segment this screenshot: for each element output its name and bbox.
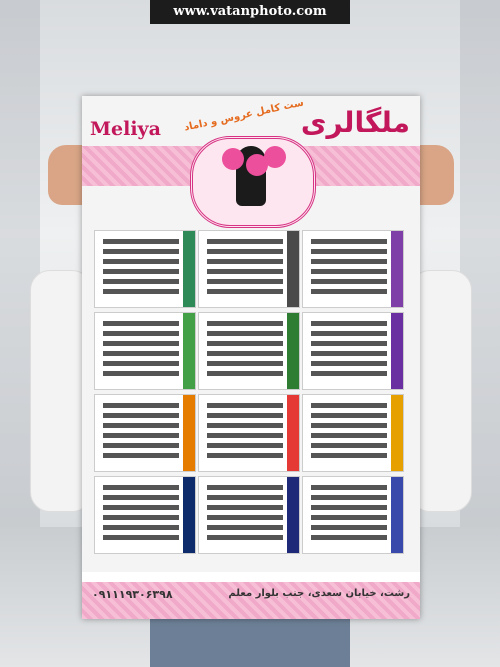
- week-row: [103, 249, 179, 254]
- week-row: [103, 453, 179, 458]
- week-row: [311, 505, 387, 510]
- week-row: [311, 433, 387, 438]
- month-label-strip: [287, 395, 299, 471]
- calendar-month: [302, 230, 404, 308]
- calendar-grid: [90, 230, 412, 560]
- month-label-strip: [391, 477, 403, 553]
- week-row: [207, 485, 283, 490]
- calendar-month: [94, 230, 196, 308]
- week-row: [207, 341, 283, 346]
- calendar-month: [198, 230, 300, 308]
- week-row: [103, 443, 179, 448]
- week-row: [207, 505, 283, 510]
- week-row: [207, 269, 283, 274]
- month-label-strip: [287, 231, 299, 307]
- week-row: [103, 423, 179, 428]
- week-row: [311, 525, 387, 530]
- week-row: [207, 423, 283, 428]
- week-row: [311, 279, 387, 284]
- week-row: [311, 453, 387, 458]
- week-row: [207, 433, 283, 438]
- calendar-month: [302, 312, 404, 390]
- week-row: [311, 259, 387, 264]
- week-row: [311, 515, 387, 520]
- week-row: [103, 269, 179, 274]
- month-label-strip: [183, 395, 195, 471]
- week-row: [311, 423, 387, 428]
- poster: [82, 96, 420, 619]
- week-row: [207, 321, 283, 326]
- week-row: [207, 403, 283, 408]
- footer-divider: [82, 572, 420, 582]
- week-row: [311, 351, 387, 356]
- calendar-month: [198, 312, 300, 390]
- footer-band: [82, 572, 420, 619]
- calendar-month: [198, 394, 300, 472]
- week-row: [103, 433, 179, 438]
- calendar-month: [94, 394, 196, 472]
- week-row: [207, 525, 283, 530]
- week-row: [311, 535, 387, 540]
- calendar-month: [94, 312, 196, 390]
- week-row: [207, 289, 283, 294]
- calendar-month: [302, 476, 404, 554]
- flower-icon: [222, 148, 244, 170]
- week-row: [207, 239, 283, 244]
- week-row: [103, 321, 179, 326]
- week-row: [311, 249, 387, 254]
- week-row: [311, 443, 387, 448]
- week-row: [311, 269, 387, 274]
- week-row: [311, 341, 387, 346]
- week-row: [103, 535, 179, 540]
- week-row: [311, 321, 387, 326]
- week-row: [103, 495, 179, 500]
- brand-name-english: Meliya: [90, 118, 161, 140]
- week-row: [207, 535, 283, 540]
- week-row: [103, 525, 179, 530]
- week-row: [103, 485, 179, 490]
- week-row: [311, 413, 387, 418]
- week-row: [311, 239, 387, 244]
- address: رشت، خیابان سعدی، جنب بلوار معلم: [228, 588, 410, 599]
- week-row: [207, 371, 283, 376]
- week-row: [103, 371, 179, 376]
- week-row: [103, 331, 179, 336]
- week-row: [103, 341, 179, 346]
- week-row: [207, 279, 283, 284]
- week-row: [311, 361, 387, 366]
- week-row: [103, 413, 179, 418]
- month-label-strip: [287, 477, 299, 553]
- brand-name-persian: ملگالری: [300, 106, 410, 139]
- week-row: [207, 443, 283, 448]
- week-row: [103, 351, 179, 356]
- month-label-strip: [391, 395, 403, 471]
- month-label-strip: [183, 231, 195, 307]
- week-row: [103, 403, 179, 408]
- week-row: [207, 495, 283, 500]
- week-row: [207, 515, 283, 520]
- week-row: [103, 259, 179, 264]
- week-row: [207, 361, 283, 366]
- week-row: [311, 331, 387, 336]
- week-row: [103, 279, 179, 284]
- month-label-strip: [183, 477, 195, 553]
- week-row: [311, 289, 387, 294]
- week-row: [103, 515, 179, 520]
- week-row: [207, 249, 283, 254]
- phone-number: ۰۹۱۱۱۹۳۰۶۳۹۸: [92, 588, 173, 601]
- week-row: [207, 259, 283, 264]
- watermark: www.vatanphoto.com: [150, 0, 350, 24]
- week-row: [207, 331, 283, 336]
- week-row: [103, 505, 179, 510]
- week-row: [103, 239, 179, 244]
- month-label-strip: [287, 313, 299, 389]
- week-row: [207, 351, 283, 356]
- week-row: [311, 403, 387, 408]
- week-row: [311, 495, 387, 500]
- month-label-strip: [183, 313, 195, 389]
- calendar-month: [302, 394, 404, 472]
- week-row: [207, 413, 283, 418]
- brand-subtitle: ست کامل عروس و داماد: [183, 97, 305, 134]
- week-row: [103, 361, 179, 366]
- month-label-strip: [391, 313, 403, 389]
- calendar-month: [94, 476, 196, 554]
- month-label-strip: [391, 231, 403, 307]
- week-row: [311, 371, 387, 376]
- calendar-month: [198, 476, 300, 554]
- week-row: [207, 453, 283, 458]
- week-row: [103, 289, 179, 294]
- flower-icon: [264, 146, 286, 168]
- week-row: [311, 485, 387, 490]
